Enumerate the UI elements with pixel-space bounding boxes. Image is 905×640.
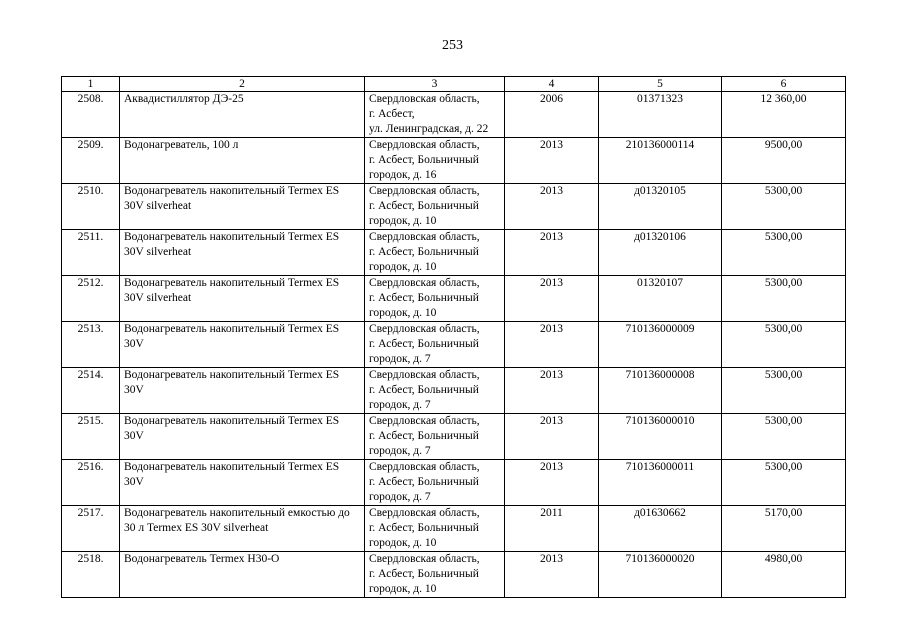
table-row bbox=[62, 552, 846, 598]
header-col-5: 5 bbox=[599, 77, 722, 92]
item-inventory-number: 710136000010 bbox=[599, 414, 722, 460]
item-name: Водонагреватель накопительный емкостью до 30 л Termex ES 30V silverheat bbox=[120, 506, 365, 552]
item-year: 2013 bbox=[505, 368, 599, 414]
item-year: 2011 bbox=[505, 506, 599, 552]
item-inventory-number: д01320106 bbox=[599, 230, 722, 276]
page-number: 253 bbox=[442, 38, 463, 53]
row-number: 2517. bbox=[62, 506, 120, 552]
row-number: 2516. bbox=[62, 460, 120, 506]
item-cost: 9500,00 bbox=[722, 138, 846, 184]
row-number: 2518. bbox=[62, 552, 120, 598]
header-col-1: 1 bbox=[62, 77, 120, 92]
item-address: Свердловская область, г. Асбест, Больничный городок, д. 10 bbox=[365, 230, 505, 276]
table-row bbox=[62, 92, 846, 138]
item-cost: 4980,00 bbox=[722, 552, 846, 598]
table-row bbox=[62, 368, 846, 414]
item-address: Свердловская область, г. Асбест, Больничный городок, д. 16 bbox=[365, 138, 505, 184]
table-row bbox=[62, 414, 846, 460]
item-address: Свердловская область, г. Асбест, Больничный городок, д. 10 bbox=[365, 276, 505, 322]
item-name: Водонагреватель накопительный Termex ES 30V silverheat bbox=[120, 276, 365, 322]
item-address: Свердловская область, г. Асбест, Больничный городок, д. 10 bbox=[365, 506, 505, 552]
item-address: Свердловская область, г. Асбест, Больничный городок, д. 10 bbox=[365, 184, 505, 230]
item-year: 2013 bbox=[505, 184, 599, 230]
item-year: 2013 bbox=[505, 276, 599, 322]
item-inventory-number: 710136000020 bbox=[599, 552, 722, 598]
row-number: 2510. bbox=[62, 184, 120, 230]
row-number: 2512. bbox=[62, 276, 120, 322]
item-year: 2013 bbox=[505, 552, 599, 598]
table-row bbox=[62, 230, 846, 276]
table-row bbox=[62, 460, 846, 506]
row-number: 2514. bbox=[62, 368, 120, 414]
table-row bbox=[62, 276, 846, 322]
item-inventory-number: 01320107 bbox=[599, 276, 722, 322]
item-inventory-number: 710136000008 bbox=[599, 368, 722, 414]
header-col-2: 2 bbox=[120, 77, 365, 92]
row-number: 2511. bbox=[62, 230, 120, 276]
item-address: Свердловская область, г. Асбест, Больничный городок, д. 7 bbox=[365, 322, 505, 368]
header-col-3: 3 bbox=[365, 77, 505, 92]
property-registry-table bbox=[61, 76, 846, 598]
item-year: 2013 bbox=[505, 230, 599, 276]
table-row bbox=[62, 506, 846, 552]
item-name: Водонагреватель накопительный Termex ES 30V bbox=[120, 322, 365, 368]
item-name: Водонагреватель накопительный Termex ES 30V silverheat bbox=[120, 184, 365, 230]
item-cost: 5300,00 bbox=[722, 368, 846, 414]
table-row bbox=[62, 184, 846, 230]
row-number: 2513. bbox=[62, 322, 120, 368]
item-year: 2013 bbox=[505, 460, 599, 506]
item-address: Свердловская область, г. Асбест, ул. Ленинградская, д. 22 bbox=[365, 92, 505, 138]
item-name: Аквадистиллятор ДЭ-25 bbox=[120, 92, 365, 138]
item-year: 2013 bbox=[505, 414, 599, 460]
item-cost: 5300,00 bbox=[722, 414, 846, 460]
item-inventory-number: д01630662 bbox=[599, 506, 722, 552]
item-inventory-number: д01320105 bbox=[599, 184, 722, 230]
item-cost: 5300,00 bbox=[722, 230, 846, 276]
item-name: Водонагреватель, 100 л bbox=[120, 138, 365, 184]
header-col-4: 4 bbox=[505, 77, 599, 92]
item-name: Водонагреватель накопительный Termex ES 30V bbox=[120, 414, 365, 460]
item-year: 2013 bbox=[505, 138, 599, 184]
item-cost: 5300,00 bbox=[722, 460, 846, 506]
item-name: Водонагреватель накопительный Termex ES 30V bbox=[120, 460, 365, 506]
row-number: 2515. bbox=[62, 414, 120, 460]
item-address: Свердловская область, г. Асбест, Больничный городок, д. 7 bbox=[365, 368, 505, 414]
header-row bbox=[62, 77, 846, 92]
item-address: Свердловская область, г. Асбест, Больничный городок, д. 10 bbox=[365, 552, 505, 598]
item-name: Водонагреватель накопительный Termex ES 30V bbox=[120, 368, 365, 414]
item-address: Свердловская область, г. Асбест, Больничный городок, д. 7 bbox=[365, 414, 505, 460]
table-row bbox=[62, 138, 846, 184]
item-year: 2006 bbox=[505, 92, 599, 138]
row-number: 2508. bbox=[62, 92, 120, 138]
item-address: Свердловская область, г. Асбест, Больничный городок, д. 7 bbox=[365, 460, 505, 506]
item-inventory-number: 01371323 bbox=[599, 92, 722, 138]
item-inventory-number: 710136000009 bbox=[599, 322, 722, 368]
table-row bbox=[62, 322, 846, 368]
item-cost: 5300,00 bbox=[722, 322, 846, 368]
item-cost: 5300,00 bbox=[722, 276, 846, 322]
item-name: Водонагреватель Termex H30-O bbox=[120, 552, 365, 598]
item-inventory-number: 210136000114 bbox=[599, 138, 722, 184]
header-col-6: 6 bbox=[722, 77, 846, 92]
item-cost: 5170,00 bbox=[722, 506, 846, 552]
row-number: 2509. bbox=[62, 138, 120, 184]
item-cost: 12 360,00 bbox=[722, 92, 846, 138]
item-inventory-number: 710136000011 bbox=[599, 460, 722, 506]
item-year: 2013 bbox=[505, 322, 599, 368]
item-cost: 5300,00 bbox=[722, 184, 846, 230]
item-name: Водонагреватель накопительный Termex ES 30V silverheat bbox=[120, 230, 365, 276]
